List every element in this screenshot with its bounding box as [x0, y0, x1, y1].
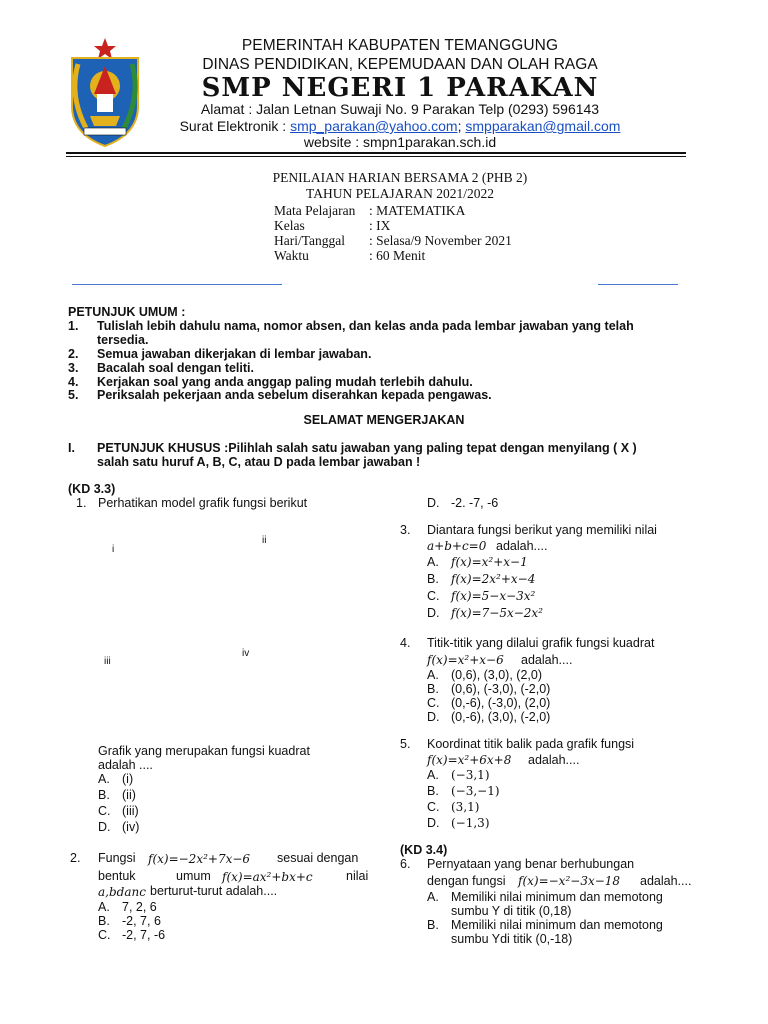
q1-option-a[interactable]: A. (i)	[98, 772, 134, 786]
regency-logo	[64, 36, 146, 148]
divider-left	[72, 284, 282, 285]
meta-subject	[274, 203, 465, 219]
q2-word-bentuk: bentuk	[98, 869, 136, 883]
instruction-item-cont: tersedia.	[97, 333, 149, 347]
q4-adalah: adalah....	[521, 653, 573, 667]
divider-right	[598, 284, 678, 285]
q5-function: f(x)=x²+6x+8	[427, 753, 512, 767]
meta-key: Mata Pelajaran	[274, 203, 356, 218]
q5-option-a[interactable]: A. (−3,1)	[427, 768, 490, 782]
meta-time	[274, 248, 425, 264]
q5-number: 5.	[400, 737, 411, 751]
q6-option-a[interactable]: A. Memiliki nilai minimum dan memotong	[427, 890, 663, 904]
q1-option-b[interactable]: B. (ii)	[98, 788, 136, 802]
instruction-item: 5. Periksalah pekerjaan anda sebelum diserahkan kepada pengawas.	[68, 388, 492, 402]
meta-class	[274, 218, 390, 234]
q2-general-form: f(x)=ax²+bx+c	[222, 870, 313, 884]
q5-adalah: adalah....	[528, 753, 580, 767]
q5-option-d[interactable]: D. (−1,3)	[427, 816, 490, 830]
school-email	[150, 118, 650, 134]
govt-name: PEMERINTAH KABUPATEN TEMANGGUNG	[241, 37, 559, 54]
q2-vars: a,bdanc	[98, 885, 146, 899]
meta-value: : Selasa/9 November 2021	[369, 233, 512, 248]
graph-label-iii: iii	[104, 656, 111, 667]
meta-value: : 60 Menit	[369, 248, 426, 263]
q3-option-c[interactable]: C. f(x)=5−x−3x²	[427, 589, 536, 603]
q5-text: Koordinat titik balik pada grafik fungsi	[427, 737, 635, 751]
q6-option-b-cont: sumbu Ydi titik (0,-18)	[451, 932, 573, 946]
q1-stem: Grafik yang merupakan fungsi kuadrat	[98, 744, 310, 758]
header-rule-thick	[66, 152, 686, 154]
q6-option-b[interactable]: B. Memiliki nilai minimum dan memotong	[427, 918, 663, 932]
q1-option-c[interactable]: C. (iii)	[98, 804, 139, 818]
meta-key: Kelas	[274, 218, 305, 233]
q4-function: f(x)=x²+x−6	[427, 653, 504, 667]
email-separator: ;	[457, 118, 466, 134]
q2-word-nilai: nilai	[346, 869, 369, 883]
email-link-gmail[interactable]: smpparakan@gmail.com	[465, 118, 621, 134]
exam-title: PENILAIAN HARIAN BERSAMA 2 (PHB 2)	[272, 170, 528, 185]
q2-berturut: berturut-turut adalah....	[150, 884, 278, 898]
q2-function: f(x)=−2x²+7x−6	[148, 852, 251, 866]
q2-word-umum: umum	[176, 869, 211, 883]
school-address: Alamat : Jalan Letnan Suwaji No. 9 Parakan Telp (0293) 596143	[200, 101, 600, 117]
graph-label-iv: iv	[242, 648, 250, 659]
q6-text-cont: dengan fungsi	[427, 874, 506, 888]
instruction-item: 3. Bacalah soal dengan teliti.	[68, 361, 254, 375]
logo-star-icon	[94, 38, 116, 59]
exam-year: TAHUN PELAJARAN 2021/2022	[306, 186, 494, 201]
q3-option-d[interactable]: D. f(x)=7−5x−2x²	[427, 606, 543, 620]
q4-number: 4.	[400, 636, 411, 650]
q3-text: Diantara fungsi berikut yang memiliki nilai	[427, 523, 657, 537]
instruction-item: 4. Kerjakan soal yang anda anggap paling mudah terlebih dahulu.	[68, 375, 473, 389]
q6-text: Pernyataan yang benar berhubungan	[427, 857, 635, 871]
graph-label-i: i	[112, 544, 115, 555]
email-label: Surat Elektronik :	[179, 118, 291, 134]
specific-instructions-cont: salah satu huruf A, B, C, atau D pada lembar jawaban !	[97, 455, 421, 469]
q2-option-a[interactable]: A. 7, 2, 6	[98, 900, 157, 914]
meta-key: Hari/Tanggal	[274, 233, 346, 248]
q2-option-c[interactable]: C. -2, 7, -6	[98, 928, 166, 942]
school-website: website : smpn1parakan.sch.id	[303, 134, 497, 150]
q6-number: 6.	[400, 857, 411, 871]
q5-option-b[interactable]: B. (−3,−1)	[427, 784, 500, 798]
email-link-yahoo[interactable]: smp_parakan@yahoo.com	[290, 118, 458, 134]
q6-function: f(x)=−x²−3x−18	[518, 874, 621, 888]
header-rule-thin	[66, 156, 686, 157]
q6-adalah: adalah....	[640, 874, 692, 888]
q2-option-d[interactable]: D. -2. -7, -6	[427, 496, 499, 510]
kd-3-3-label: (KD 3.3)	[68, 482, 116, 496]
meta-key: Waktu	[274, 248, 309, 263]
instruction-item: 1. Tulislah lebih dahulu nama, nomor absen, dan kelas anda pada lembar jawaban yang telah	[68, 319, 634, 333]
q4-option-b[interactable]: B. (0,6), (-3,0), (-2,0)	[427, 682, 551, 696]
meta-value: : MATEMATIKA	[369, 203, 466, 218]
greeting: SELAMAT MENGERJAKAN	[303, 413, 465, 427]
q1-text: Perhatikan model grafik fungsi berikut	[98, 496, 308, 510]
q5-option-c[interactable]: C. (3,1)	[427, 800, 480, 814]
q4-option-a[interactable]: A. (0,6), (3,0), (2,0)	[427, 668, 542, 682]
q4-option-d[interactable]: D. (0,-6), (3,0), (-2,0)	[427, 710, 551, 724]
instruction-item: 2. Semua jawaban dikerjakan di lembar jawaban.	[68, 347, 372, 361]
q4-text: Titik-titik yang dilalui grafik fungsi kuadrat	[427, 636, 655, 650]
q3-condition: a+b+c=0	[427, 539, 487, 553]
q1-number: 1.	[76, 496, 87, 510]
kd-3-4-label: (KD 3.4)	[400, 843, 448, 857]
specific-instructions: I. PETUNJUK KHUSUS :Pilihlah salah satu jawaban yang paling tepat dengan menyilang ( X )	[68, 441, 637, 455]
meta-value: : IX	[369, 218, 391, 233]
q2-option-b[interactable]: B. -2, 7, 6	[98, 914, 161, 928]
q3-option-b[interactable]: B. f(x)=2x²+x−4	[427, 572, 536, 586]
q4-option-c[interactable]: C. (0,-6), (-3,0), (2,0)	[427, 696, 551, 710]
q6-option-a-cont: sumbu Y di titik (0,18)	[451, 904, 572, 918]
q2-word-fungsi: Fungsi	[98, 851, 136, 865]
school-name: SMP NEGERI 1 PARAKAN	[201, 73, 599, 103]
q1-option-d[interactable]: D. (iv)	[98, 820, 140, 834]
q2-number: 2.	[70, 851, 81, 865]
graph-label-ii: ii	[262, 535, 267, 546]
q3-adalah: adalah....	[496, 539, 548, 553]
department-name: DINAS PENDIDIKAN, KEPEMUDAAN DAN OLAH RAGA	[202, 56, 598, 73]
q2-word-sesuai: sesuai dengan	[277, 851, 359, 865]
q3-option-a[interactable]: A. f(x)=x²+x−1	[427, 555, 528, 569]
q3-number: 3.	[400, 523, 411, 537]
meta-date	[274, 233, 512, 249]
general-instructions-heading: PETUNJUK UMUM :	[68, 305, 186, 319]
q1-stem-cont: adalah ....	[98, 758, 153, 772]
